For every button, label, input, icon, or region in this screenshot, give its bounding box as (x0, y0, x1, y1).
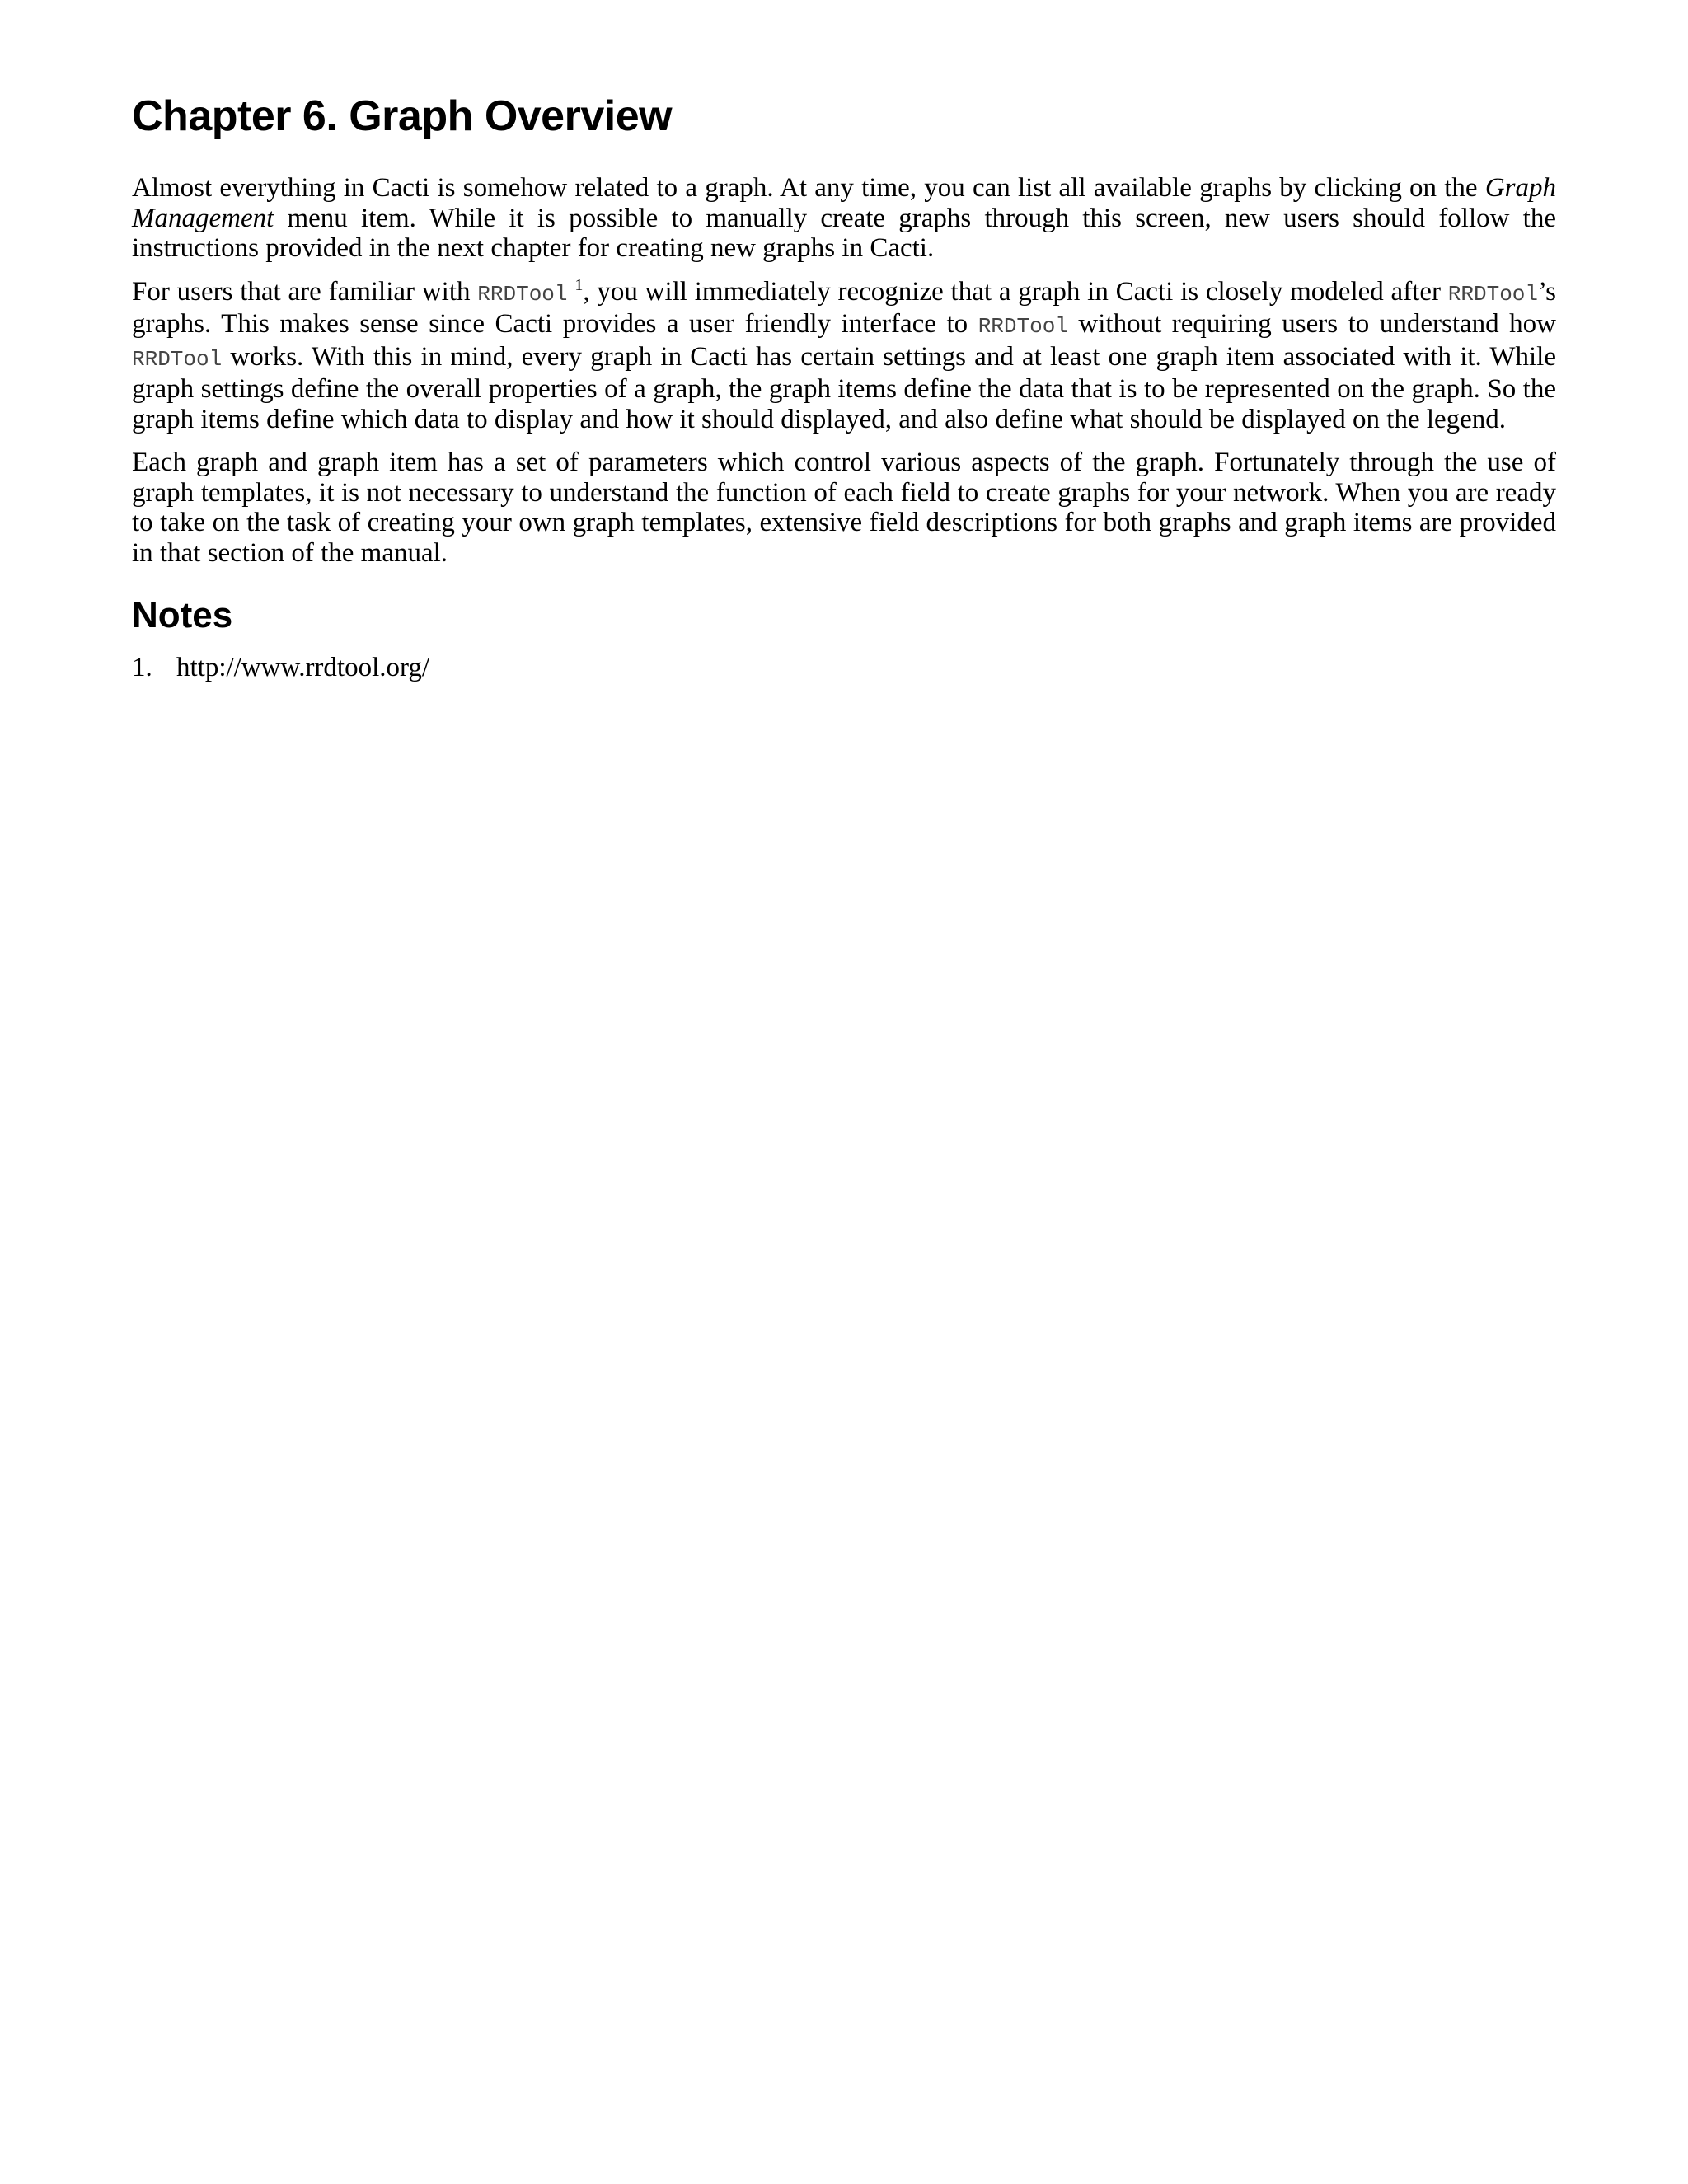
footnote-ref-1[interactable]: 1 (574, 275, 584, 294)
rrdtool-code-1: RRDTool (477, 281, 568, 307)
rrdtool-text-2: , you will immediately recognize that a graph in Cacti is closely modeled after (583, 276, 1448, 307)
chapter-title: Chapter 6. Graph Overview (132, 92, 673, 140)
notes-list (132, 652, 1556, 683)
rrdtool-text-1: For users that are familiar with (132, 276, 478, 307)
document-page (132, 91, 1556, 683)
rrdtool-code-3: RRDTool (978, 314, 1068, 339)
note-link[interactable]: http://www.rrdtool.org/ (176, 653, 430, 682)
rrdtool-code-2: RRDTool (1447, 281, 1539, 307)
rrdtool-text-3: ’s graphs. This makes sense since Cacti provides a user friendly interface to (132, 276, 1557, 339)
rrdtool-paragraph (132, 277, 1556, 435)
note-item (132, 652, 1556, 683)
intro-text-start: Almost everything in Cacti is somehow related to a graph. At any time, you can list all available graphs by clicking on the (132, 173, 1485, 203)
notes-title: Notes (132, 595, 233, 635)
note-number: 1. (132, 653, 152, 682)
intro-text-end: menu item. While it is possible to manually create graphs through this screen, new users should follow the instructions provided in the next chapter for creating new graphs in Cacti. (132, 203, 1556, 263)
templates-paragraph: Each graph and graph item has a set of parameters which control various aspects of the graph. Fortunately through the use of graph templates, it is not necessary to understand the function of each field to create graphs for your network. When you are ready to take on the task of creating your own graph templates, extensive field descriptions for both graphs and graph items are provided in that section of the manual. (132, 448, 1556, 568)
rrdtool-text-4: without requiring users to understand how (1067, 309, 1556, 339)
graph-management-emphasis: Graph Management (132, 173, 1556, 233)
rrdtool-text-5: works. With this in mind, every graph in Cacti has certain settings and at least one graph item associated with it. While graph settings define the overall properties of a graph, the graph items define the data that is to be represented on the graph. So the graph items define which data to display and how it should displayed, and also define what should be displayed on the legend. (132, 341, 1556, 434)
intro-paragraph (132, 173, 1556, 264)
rrdtool-code-4: RRDTool (132, 346, 223, 372)
